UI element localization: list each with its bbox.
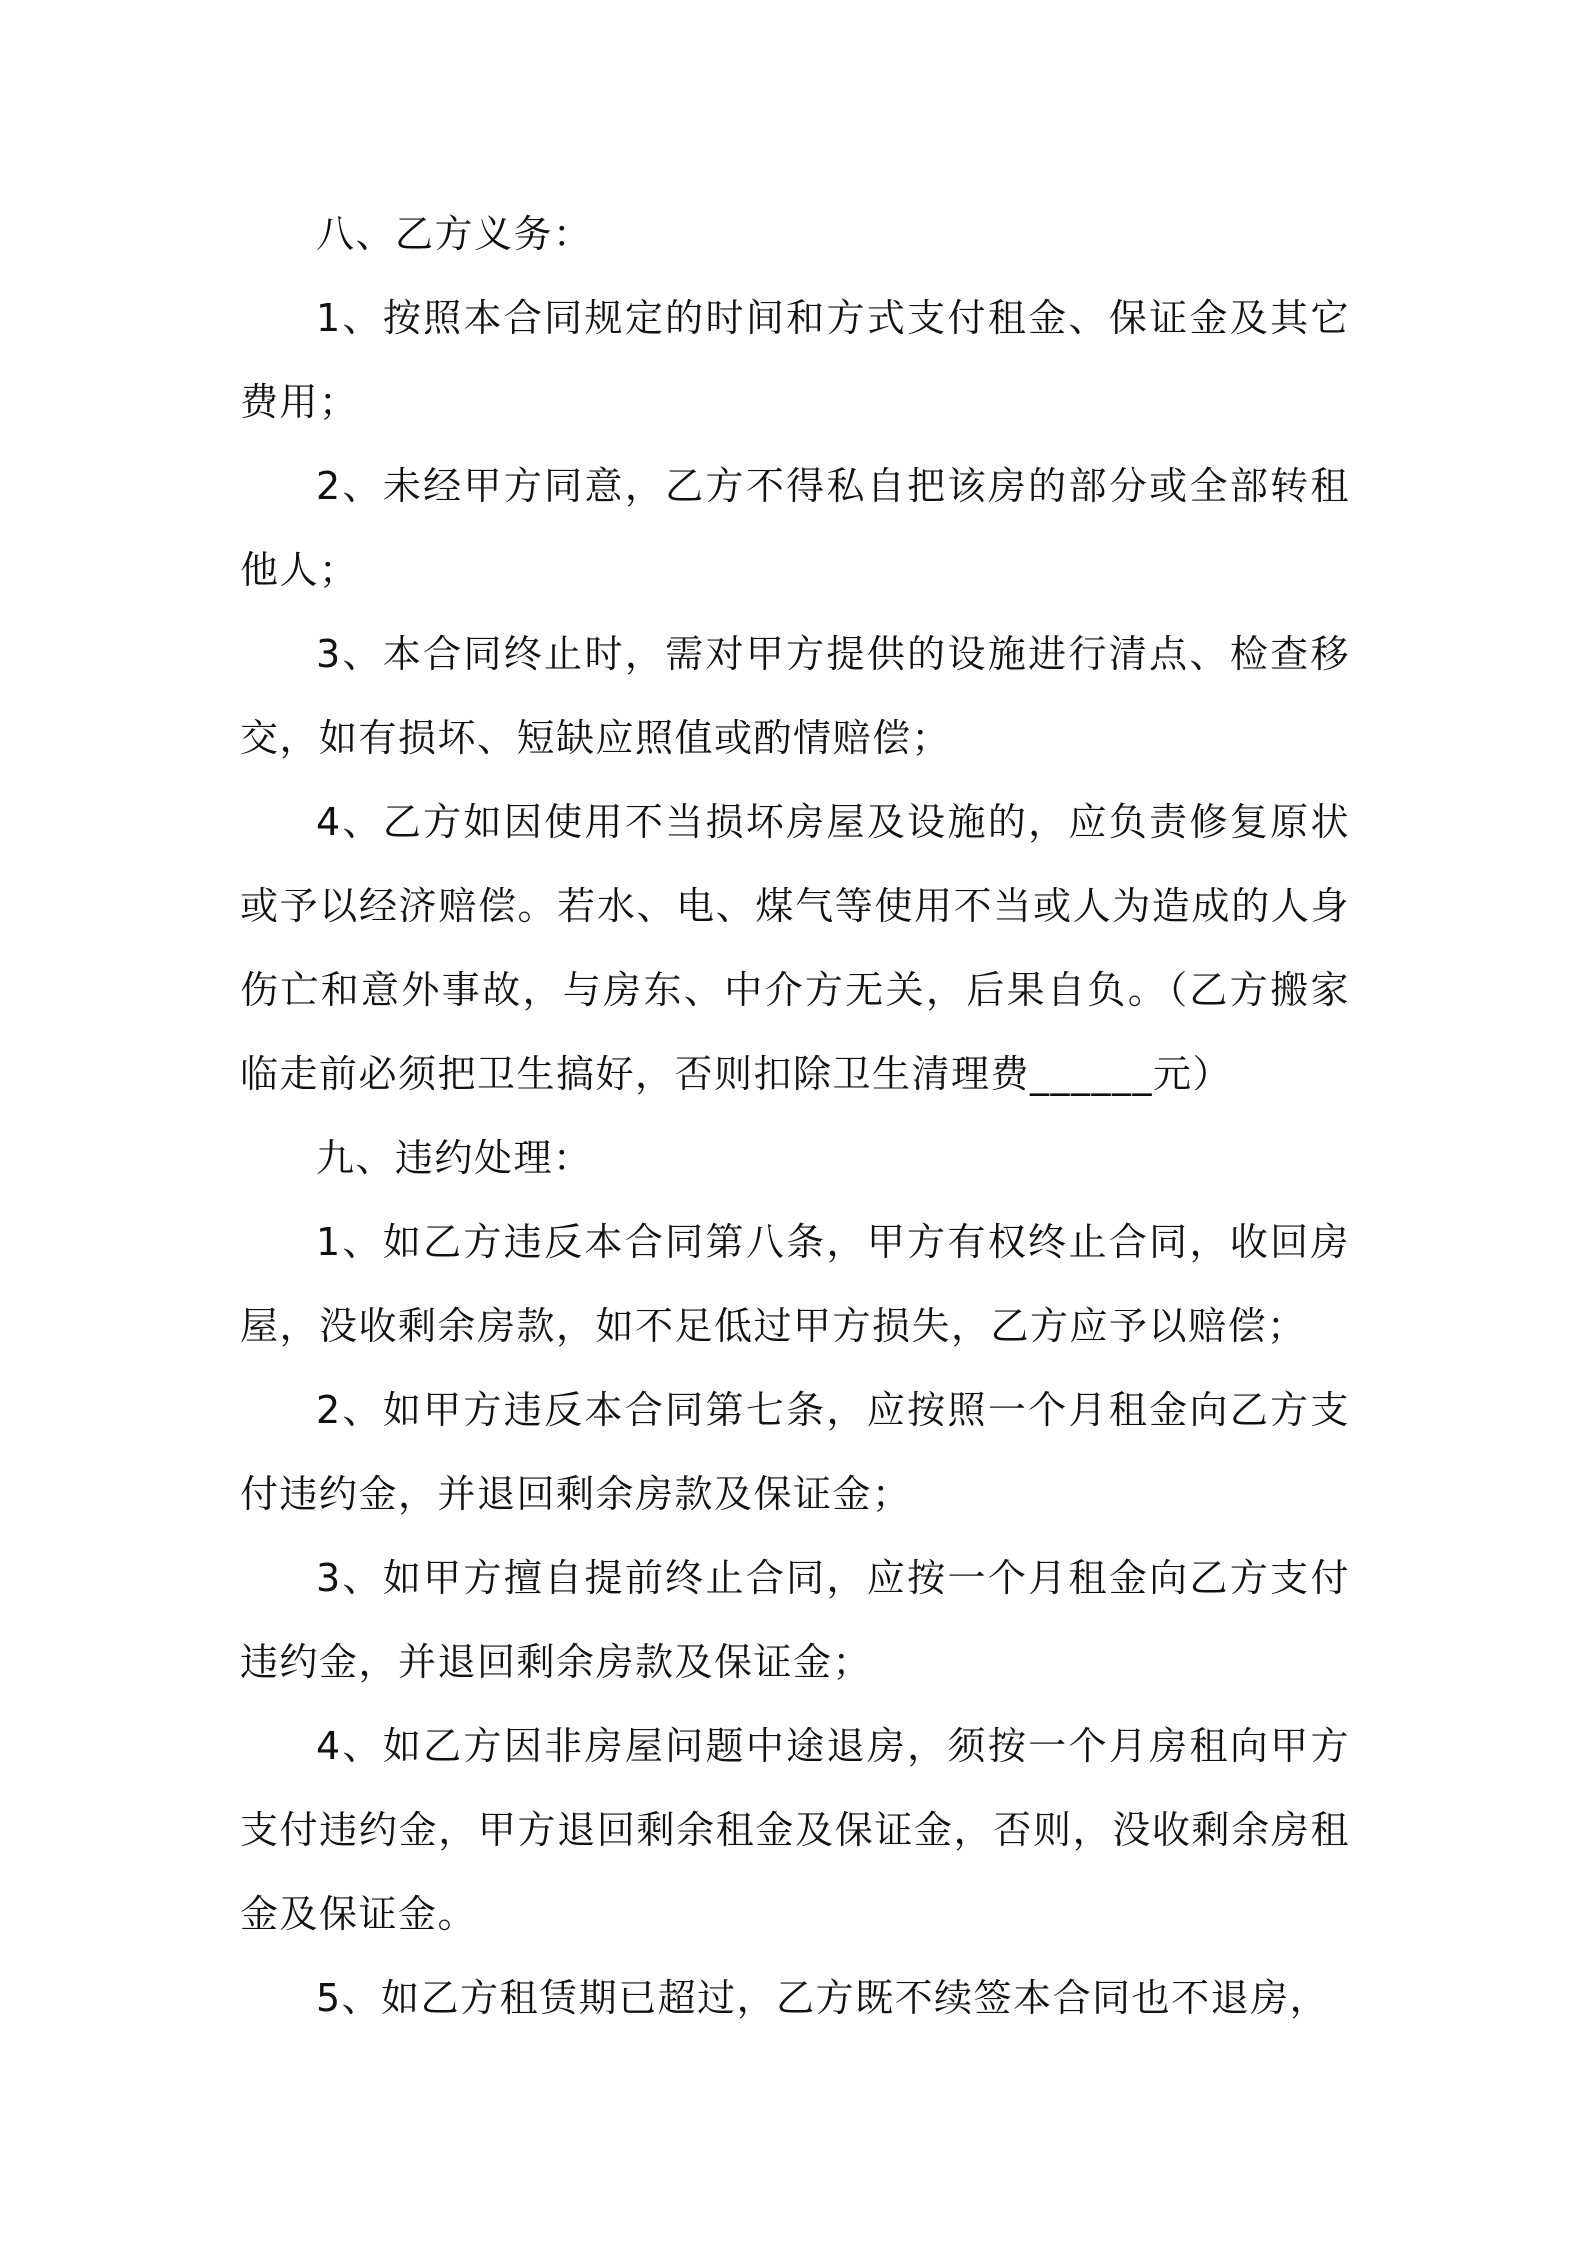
obligation-item-2: 2、未经甲方同意，乙方不得私自把该房的部分或全部转租他人； xyxy=(240,464,1350,592)
obligation-item-3: 3、本合同终止时，需对甲方提供的设施进行清点、检查移交，如有损坏、短缺应照值或酌情赔偿； xyxy=(240,632,1350,760)
obligation-item-4: 4、乙方如因使用不当损坏房屋及设施的，应负责修复原状或予以经济赔偿。若水、电、煤气等使用不当或人为造成的人身伤亡和意外事故，与房东、中介方无关，后果自负。（乙方搬家临走前必须把卫生搞好，否则扣除卫生清理费______元） xyxy=(240,800,1350,1096)
obligation-item-1: 1、按照本合同规定的时间和方式支付租金、保证金及其它费用； xyxy=(240,296,1350,424)
section-heading-breach: 九、违约处理： xyxy=(316,1136,593,1180)
breach-item-2: 2、如甲方违反本合同第七条，应按照一个月租金向乙方支付违约金，并退回剩余房款及保证金； xyxy=(240,1388,1350,1516)
breach-item-3: 3、如甲方擅自提前终止合同，应按一个月租金向乙方支付违约金，并退回剩余房款及保证金； xyxy=(240,1556,1350,1684)
section-heading-obligations: 八、乙方义务： xyxy=(316,212,593,256)
breach-item-4: 4、如乙方因非房屋问题中途退房，须按一个月房租向甲方支付违约金，甲方退回剩余租金及保证金，否则，没收剩余房租金及保证金。 xyxy=(240,1724,1350,1936)
breach-item-5: 5、如乙方租赁期已超过，乙方既不续签本合同也不退房， xyxy=(316,1976,1330,2020)
breach-item-1: 1、如乙方违反本合同第八条，甲方有权终止合同，收回房屋，没收剩余房款，如不足低过甲方损失，乙方应予以赔偿； xyxy=(240,1220,1350,1348)
document-page xyxy=(240,192,1350,2040)
